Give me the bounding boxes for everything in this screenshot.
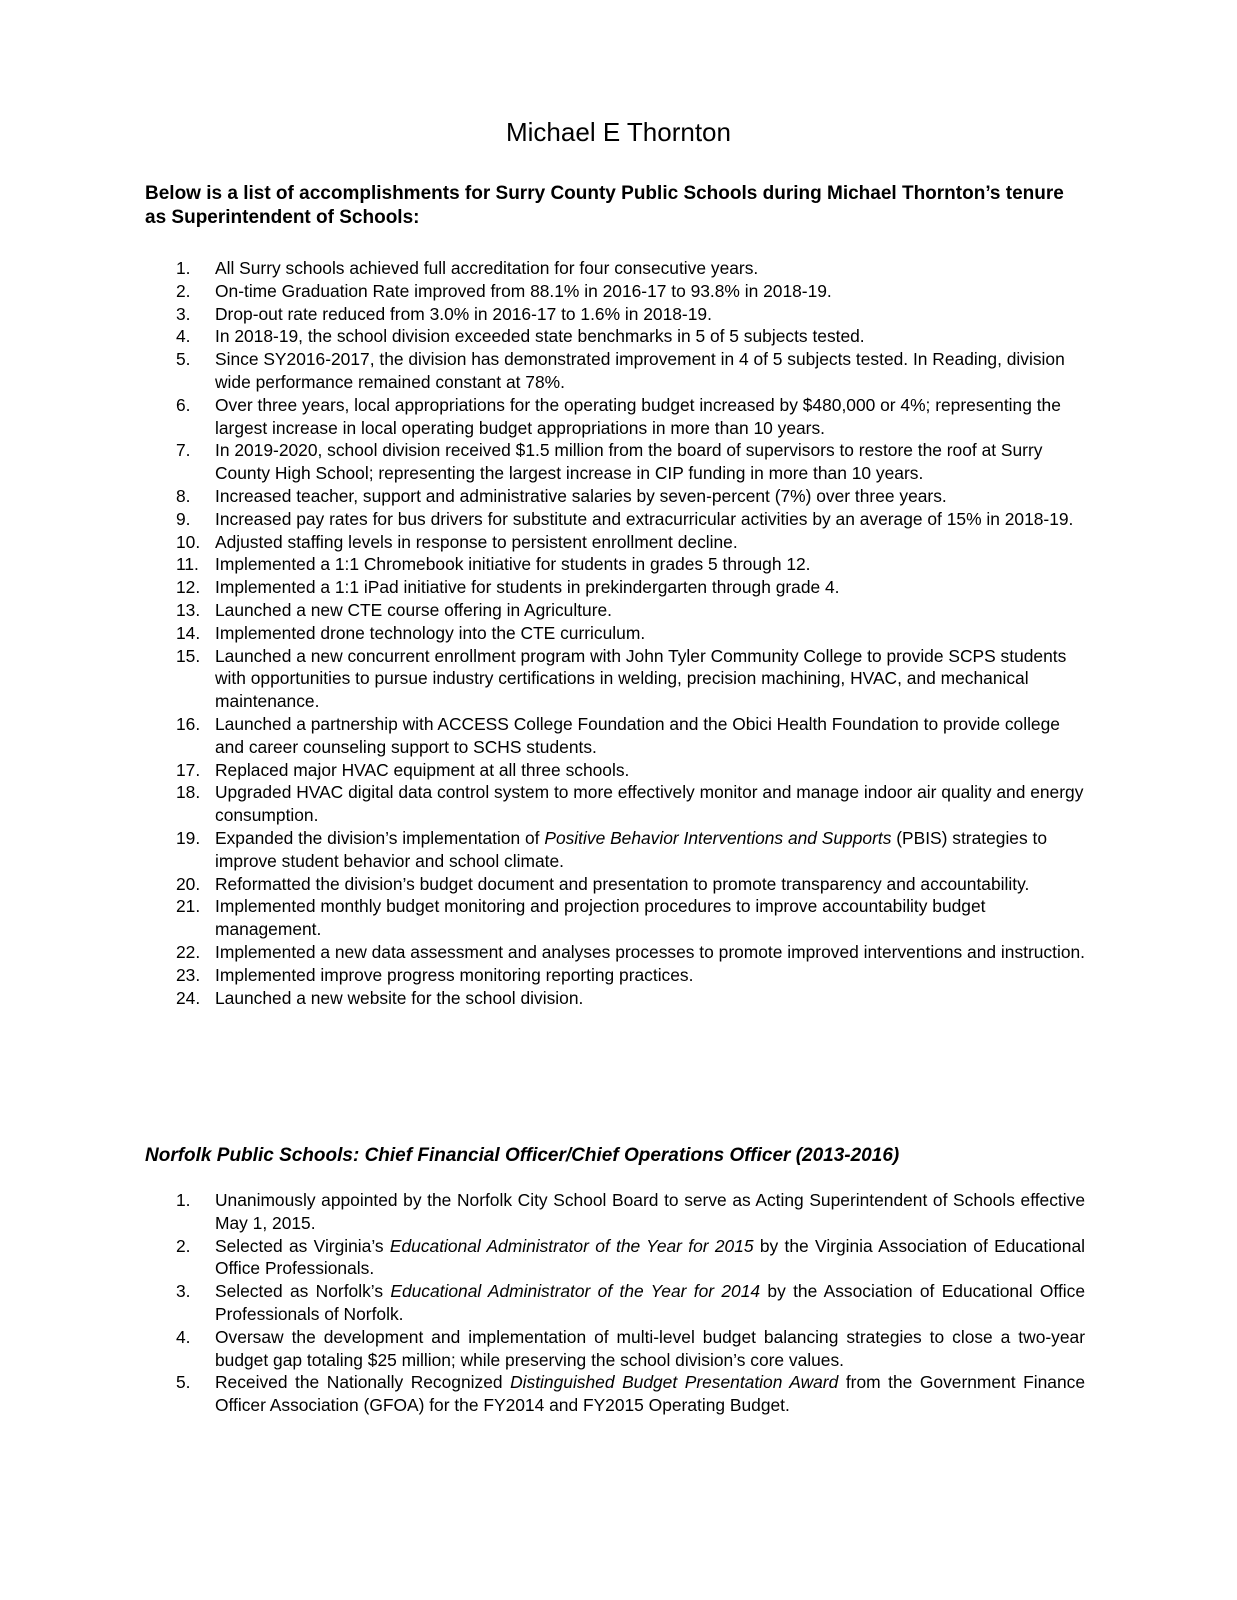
list-item-text: Implemented improve progress monitoring reporting practices. (215, 964, 694, 985)
list-item-number: 2. (176, 1235, 191, 1256)
list-item-number: 14. (176, 622, 201, 643)
list-item-text: Since SY2016-2017, the division has demonstrated improvement in 4 of 5 subjects tested. In Reading, division wide performance remained constant at 78%. (215, 349, 1065, 392)
list-item-number: 5. (176, 349, 191, 370)
list-item-text: In 2019-2020, school division received $1.5 million from the board of supervisors to restore the roof at Surry County High School; representing the largest increase in CIP funding in more than 10 years. (215, 440, 1043, 484)
list-item (0, 895, 1085, 941)
list-item-number: 20. (176, 873, 201, 894)
list-item (0, 1371, 1085, 1417)
list-item (0, 873, 1085, 896)
list-item-text-emphasis: Distinguished Budget Presentation Award (510, 1372, 839, 1393)
page-title: Michael E Thornton (506, 117, 731, 147)
list-item-text-post: from the Government Finance Officer Association (GFOA) for the FY2014 and FY2015 Operating Budget. (215, 1372, 1086, 1416)
list-item-text-emphasis: Educational Administrator of the Year for 2014 (390, 1281, 761, 1302)
list-item (0, 325, 1085, 348)
list-item (0, 759, 1085, 782)
list-item-number: 5. (176, 1372, 191, 1393)
list-item-number: 1. (176, 258, 191, 278)
list-item (0, 622, 1085, 645)
list-item-text-pre: Selected as Norfolk’s (215, 1281, 391, 1302)
list-item-number: 7. (176, 440, 191, 461)
list-item-text: Upgraded HVAC digital data control system to more effectively monitor and manage indoor air quality and energy consumption. (215, 782, 1084, 826)
list-item-text: All Surry schools achieved full accreditation for four consecutive years. (215, 258, 759, 278)
list-item (0, 645, 1085, 713)
list-item-text-emphasis: Positive Behavior Interventions and Supports (544, 827, 892, 848)
list-item-number: 11. (176, 554, 199, 575)
list-item-number: 12. (176, 577, 201, 598)
list-item-number: 3. (176, 1281, 191, 1302)
list-item (0, 394, 1085, 440)
list-item (0, 508, 1085, 531)
list-item-text: Launched a new concurrent enrollment program with John Tyler Community College to provide SCPS students with opportunities to pursue industry certifications in welding, precision machining, HVAC, and mechanical maintenance. (215, 645, 1067, 712)
list-item-text: Implemented monthly budget monitoring and projection procedures to improve accountability budget management. (215, 896, 986, 940)
list-item-text: Implemented drone technology into the CTE curriculum. (215, 622, 646, 643)
list-item-text: Implemented a 1:1 iPad initiative for students in prekindergarten through grade 4. (215, 577, 840, 598)
list-item-text: Drop-out rate reduced from 3.0% in 2016-17 to 1.6% in 2018-19. (215, 303, 712, 324)
list-item-number: 16. (176, 713, 201, 734)
list-item-text: Unanimously appointed by the Norfolk City School Board to serve as Acting Superintendent of Schools effective May 1, 2015. (215, 1190, 1085, 1233)
list-item-number: 21. (176, 896, 201, 917)
list-item-text: Increased teacher, support and administrative salaries by seven-percent (7%) over three years. (215, 485, 947, 506)
list-item (0, 781, 1085, 827)
list-item-number: 15. (176, 645, 201, 666)
list-item-number: 9. (176, 508, 191, 529)
list-item (0, 485, 1085, 508)
list-item (0, 280, 1085, 303)
list-item-text: Adjusted staffing levels in response to persistent enrollment decline. (215, 531, 738, 552)
list-item (0, 576, 1085, 599)
list-item-number: 2. (176, 280, 191, 301)
list-item (0, 1280, 1085, 1326)
list-item (0, 941, 1085, 964)
list-item-text: Replaced major HVAC equipment at all three schools. (215, 759, 630, 780)
list-item (0, 1326, 1085, 1372)
list-item-text-post: (PBIS) strategies to improve student behavior and school climate. (215, 827, 1048, 871)
list-item-text-post: by the Virginia Association of Educational Office Professionals. (215, 1235, 1086, 1279)
list-item-number: 10. (176, 531, 201, 552)
accomplishments-list-surry (0, 257, 1085, 1009)
list-item (0, 439, 1085, 485)
section-heading-norfolk: Norfolk Public Schools: Chief Financial Officer/Chief Operations Officer (2013-2016) (145, 1145, 900, 1166)
list-item (0, 827, 1085, 873)
list-item-text: In 2018-19, the school division exceeded state benchmarks in 5 of 5 subjects tested. (215, 326, 865, 347)
list-item-text: Reformatted the division’s budget document and presentation to promote transparency and accountability. (215, 873, 1030, 894)
list-item-text-pre: Expanded the division’s implementation of (215, 827, 545, 848)
list-item-number: 17. (176, 759, 201, 780)
list-item-text: Over three years, local appropriations for the operating budget increased by $480,000 or 4%; representing the largest increase in local operating budget appropriations in more than 10 years. (215, 394, 1061, 438)
list-item-number: 22. (176, 941, 201, 962)
list-item (0, 599, 1085, 622)
list-item-text: Launched a partnership with ACCESS College Foundation and the Obici Health Foundation to provide college and career counseling support to SCHS students. (215, 713, 1060, 757)
list-item-number: 24. (176, 987, 201, 1008)
list-item (0, 553, 1085, 576)
list-item-number: 3. (176, 303, 191, 324)
list-item-number: 18. (176, 782, 201, 803)
section-heading-surry: Below is a list of accomplishments for Surry County Public Schools during Michael Thornton’s tenure as Superintendent of Schools: (145, 183, 1064, 228)
list-item (0, 1189, 1085, 1235)
list-item (0, 531, 1085, 554)
list-item-text: Launched a new CTE course offering in Agriculture. (215, 599, 612, 620)
list-item-text-pre: Selected as Virginia’s (215, 1235, 390, 1256)
list-item-number: 19. (176, 827, 201, 848)
list-item (0, 987, 1085, 1010)
list-item-number: 23. (176, 964, 201, 985)
list-item-number: 13. (176, 599, 201, 620)
list-item-number: 4. (176, 1326, 191, 1347)
list-item-text-emphasis: Educational Administrator of the Year for 2015 (389, 1235, 754, 1256)
list-item-number: 6. (176, 394, 191, 415)
list-item (0, 303, 1085, 326)
list-item-text: On-time Graduation Rate improved from 88.1% in 2016-17 to 93.8% in 2018-19. (215, 280, 832, 301)
list-item (0, 964, 1085, 987)
list-item-number: 8. (176, 485, 191, 506)
list-item-text-pre: Received the Nationally Recognized (215, 1372, 511, 1393)
list-item-number: 4. (176, 326, 191, 347)
list-item (0, 713, 1085, 759)
list-item (0, 257, 1085, 280)
list-item-text: Implemented a new data assessment and analyses processes to promote improved interventions and instruction. (215, 941, 1085, 962)
list-item-text: Implemented a 1:1 Chromebook initiative for students in grades 5 through 12. (215, 554, 811, 575)
list-item-text: Oversaw the development and implementation of multi-level budget balancing strategies to close a two-year budget gap totaling $25 million; while preserving the school division’s core values. (215, 1326, 1085, 1370)
accomplishments-list-norfolk (0, 1189, 1085, 1417)
list-item-text-post: by the Association of Educational Office Professionals of Norfolk. (215, 1281, 1086, 1324)
list-item (0, 1235, 1085, 1281)
list-item (0, 348, 1085, 394)
list-item-text: Increased pay rates for bus drivers for substitute and extracurricular activities by an average of 15% in 2018-19. (215, 508, 1074, 529)
list-item-text: Launched a new website for the school division. (215, 987, 584, 1008)
list-item-number: 1. (176, 1190, 191, 1210)
